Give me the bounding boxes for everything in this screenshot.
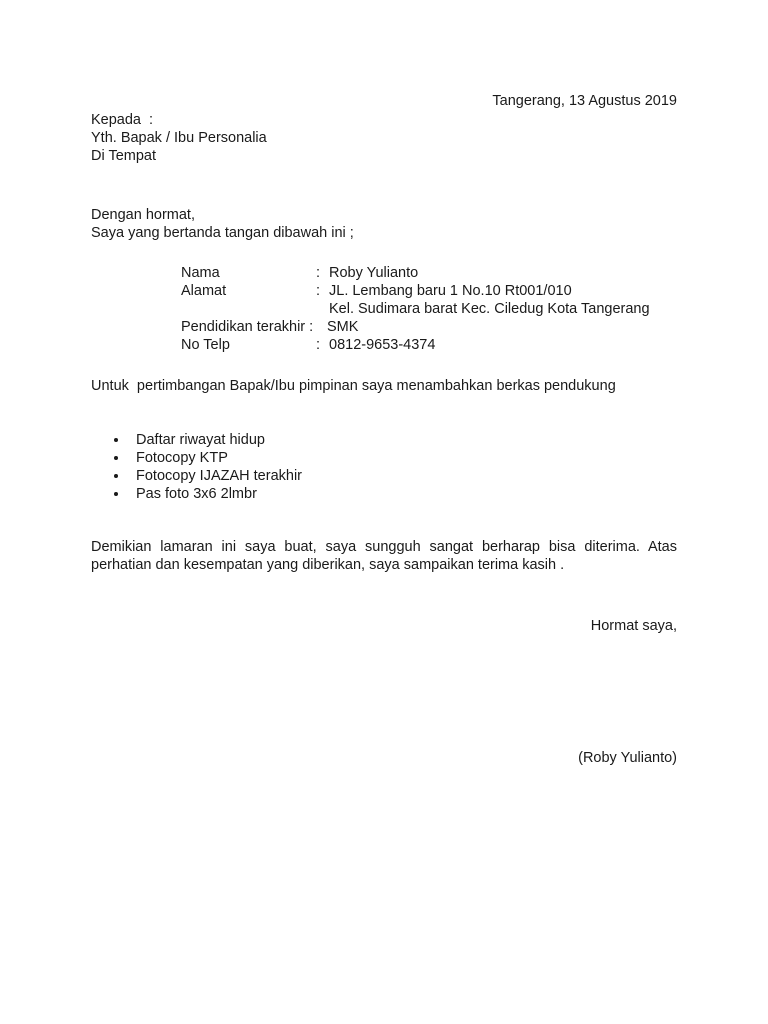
name-label: Nama [181,265,220,281]
bullet-icon [114,438,118,442]
attachment-label: Daftar riwayat hidup [136,432,265,448]
consideration-text: Untuk pertimbangan Bapak/Ibu pimpinan saya menambahkan berkas pendukung [91,378,616,394]
address-line-1: JL. Lembang baru 1 No.10 Rt001/010 [329,283,572,299]
closing-line-2: perhatian dan kesempatan yang diberikan, saya sampaikan terima kasih . [91,557,565,573]
address-separator: : [316,283,321,299]
attachment-label: Fotocopy IJAZAH terakhir [136,468,302,484]
signature-name: (Roby Yulianto) [578,750,677,766]
recipient-addressee: Yth. Bapak / Ibu Personalia [91,130,267,146]
attachment-label: Pas foto 3x6 2lmbr [136,486,257,502]
closing-paragraph [91,538,677,574]
phone-value: 0812-9653-4374 [329,337,436,353]
recipient-location: Di Tempat [91,148,157,164]
letter-date: Tangerang, 13 Agustus 2019 [492,93,677,109]
salutation: Dengan hormat, [91,207,195,223]
closing-line-1: Demikian lamaran ini saya buat, saya sungguh sangat berharap bisa diterima. Atas [91,539,677,555]
name-value: Roby Yulianto [329,265,419,281]
phone-separator: : [316,337,321,353]
bullet-icon [114,456,118,460]
education-label: Pendidikan terakhir : [181,319,314,335]
phone-label: No Telp [181,337,230,353]
bullet-icon [114,492,118,496]
education-value: SMK [327,319,359,335]
regards-text: Hormat saya, [590,618,677,634]
attachment-label: Fotocopy KTP [136,450,228,466]
address-label: Alamat [181,283,227,299]
intro-text: Saya yang bertanda tangan dibawah ini ; [91,225,354,241]
address-line-2: Kel. Sudimara barat Kec. Ciledug Kota Tangerang [329,301,650,317]
recipient-to-label: Kepada : [91,112,154,128]
bullet-icon [114,474,118,478]
name-separator: : [316,265,321,281]
